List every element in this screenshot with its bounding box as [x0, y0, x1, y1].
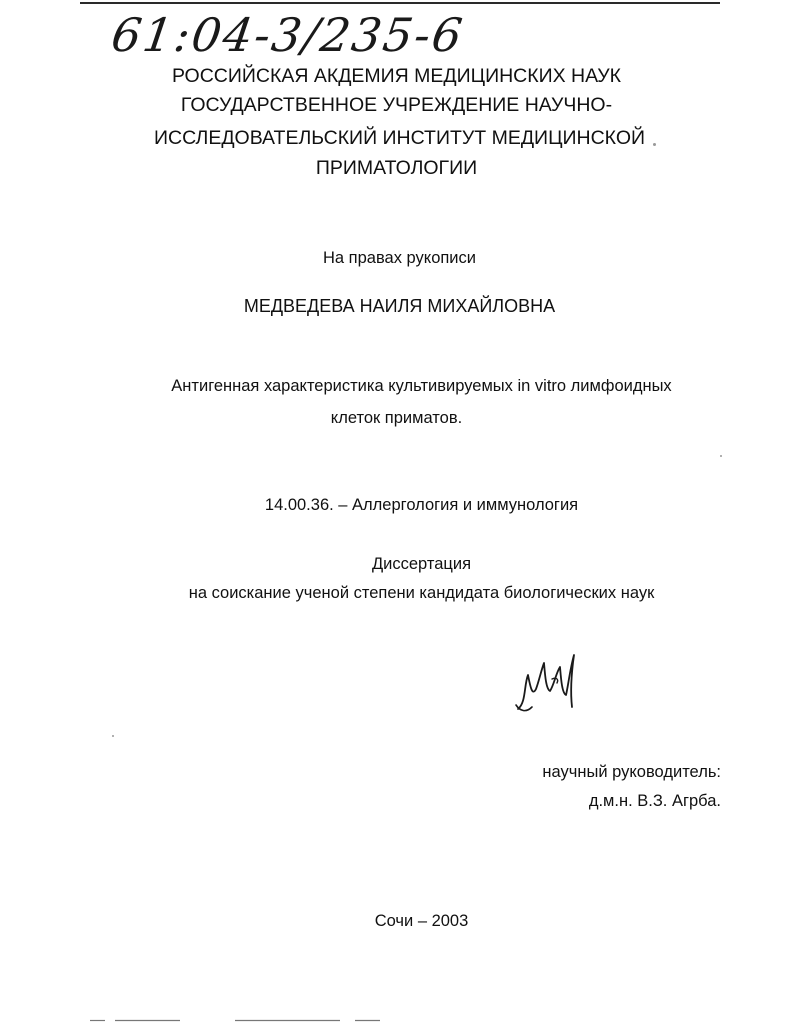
scan-speck — [112, 735, 114, 737]
supervisor-name: д.м.н. В.З. Агрба. — [588, 792, 721, 810]
scan-edge-marks — [90, 1019, 490, 1022]
author-name: МЕДВЕДЕВА НАИЛЯ МИХАЙЛОВНА — [243, 296, 556, 316]
title-line-1: Антигенная характеристика культивируемых in vitro лимфоидных — [171, 377, 672, 395]
degree-line-1: Диссертация — [371, 555, 472, 573]
degree-line-2: на соискание ученой степени кандидата биологических наук — [188, 584, 655, 602]
specialty: 14.00.36. – Аллергология и иммунология — [264, 496, 579, 514]
manuscript-note: На правах рукописи — [323, 249, 476, 267]
scan-speck — [720, 455, 722, 457]
scan-speck — [653, 143, 656, 146]
handwritten-archive-code: 61:04-3/235-6 — [108, 8, 468, 62]
title-line-2: клеток приматов. — [330, 409, 463, 427]
org-line-1: РОССИЙСКАЯ АКДЕМИЯ МЕДИЦИНСКИХ НАУК — [171, 65, 622, 87]
signature — [512, 645, 587, 715]
org-line-3: ИССЛЕДОВАТЕЛЬСКИЙ ИНСТИТУТ МЕДИЦИНСКОЙ — [153, 127, 645, 149]
supervisor-label: научный руководитель: — [542, 763, 721, 781]
top-rule — [80, 2, 720, 4]
org-line-4: ПРИМАТОЛОГИИ — [315, 157, 478, 179]
org-line-2: ГОСУДАРСТВЕННОЕ УЧРЕЖДЕНИЕ НАУЧНО- — [180, 94, 613, 116]
city-year: Сочи – 2003 — [374, 912, 469, 930]
